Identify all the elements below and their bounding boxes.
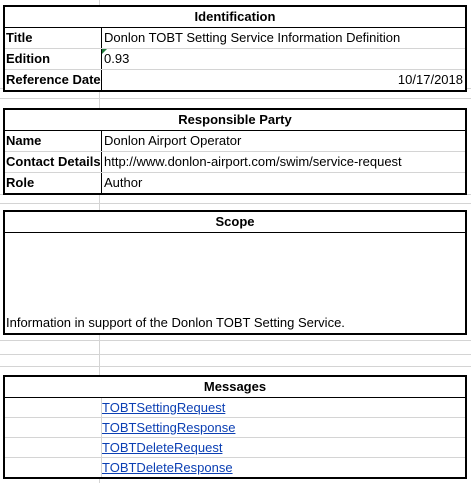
responsible-party-section (3, 108, 467, 195)
row-divider (0, 354, 471, 355)
contact-details-row[interactable] (5, 151, 465, 172)
empty-cell (5, 438, 102, 457)
scope-section (3, 210, 467, 335)
scope-header: Scope (5, 212, 465, 233)
reference-date-label: Reference Date (6, 72, 101, 87)
contact-details-label: Contact Details (6, 154, 101, 169)
edition-row[interactable] (5, 48, 465, 69)
name-row[interactable] (5, 131, 465, 151)
contact-details-value[interactable]: http://www.donlon-airport.com/swim/service-request (101, 152, 465, 172)
role-row[interactable] (5, 172, 465, 193)
identification-section (3, 5, 467, 92)
role-label: Role (6, 175, 35, 190)
empty-cell (5, 398, 102, 417)
list-item (5, 398, 465, 417)
name-label: Name (6, 133, 42, 148)
messages-section (3, 375, 467, 479)
responsible-party-header: Responsible Party (5, 110, 465, 131)
row-divider (0, 203, 471, 204)
tobt-delete-request-link[interactable]: TOBTDeleteRequest (102, 440, 223, 455)
title-row[interactable] (5, 28, 465, 48)
edition-value[interactable]: 0.93 (101, 49, 465, 69)
title-label: Title (6, 30, 33, 45)
messages-header: Messages (5, 377, 465, 398)
comment-indicator-icon (102, 49, 107, 54)
identification-header: Identification (5, 7, 465, 28)
edition-label: Edition (6, 51, 51, 66)
tobt-setting-request-link[interactable]: TOBTSettingRequest (102, 400, 226, 415)
role-value[interactable]: Author (101, 173, 465, 193)
row-divider (0, 98, 471, 99)
list-item (5, 437, 465, 457)
reference-date-row[interactable] (5, 69, 465, 90)
empty-cell (5, 418, 102, 437)
scope-text: Information in support of the Donlon TOBT Setting Service. (6, 315, 345, 330)
title-value[interactable]: Donlon TOBT Setting Service Information Definition (101, 28, 465, 48)
empty-cell (5, 458, 102, 477)
row-divider (0, 366, 471, 367)
row-divider (0, 340, 471, 341)
tobt-setting-response-link[interactable]: TOBTSettingResponse (102, 420, 236, 435)
tobt-delete-response-link[interactable]: TOBTDeleteResponse (102, 460, 233, 475)
name-value[interactable]: Donlon Airport Operator (101, 131, 465, 151)
scope-cell[interactable] (5, 233, 465, 333)
list-item (5, 457, 465, 477)
reference-date-value[interactable]: 10/17/2018 (101, 70, 465, 90)
list-item (5, 417, 465, 437)
